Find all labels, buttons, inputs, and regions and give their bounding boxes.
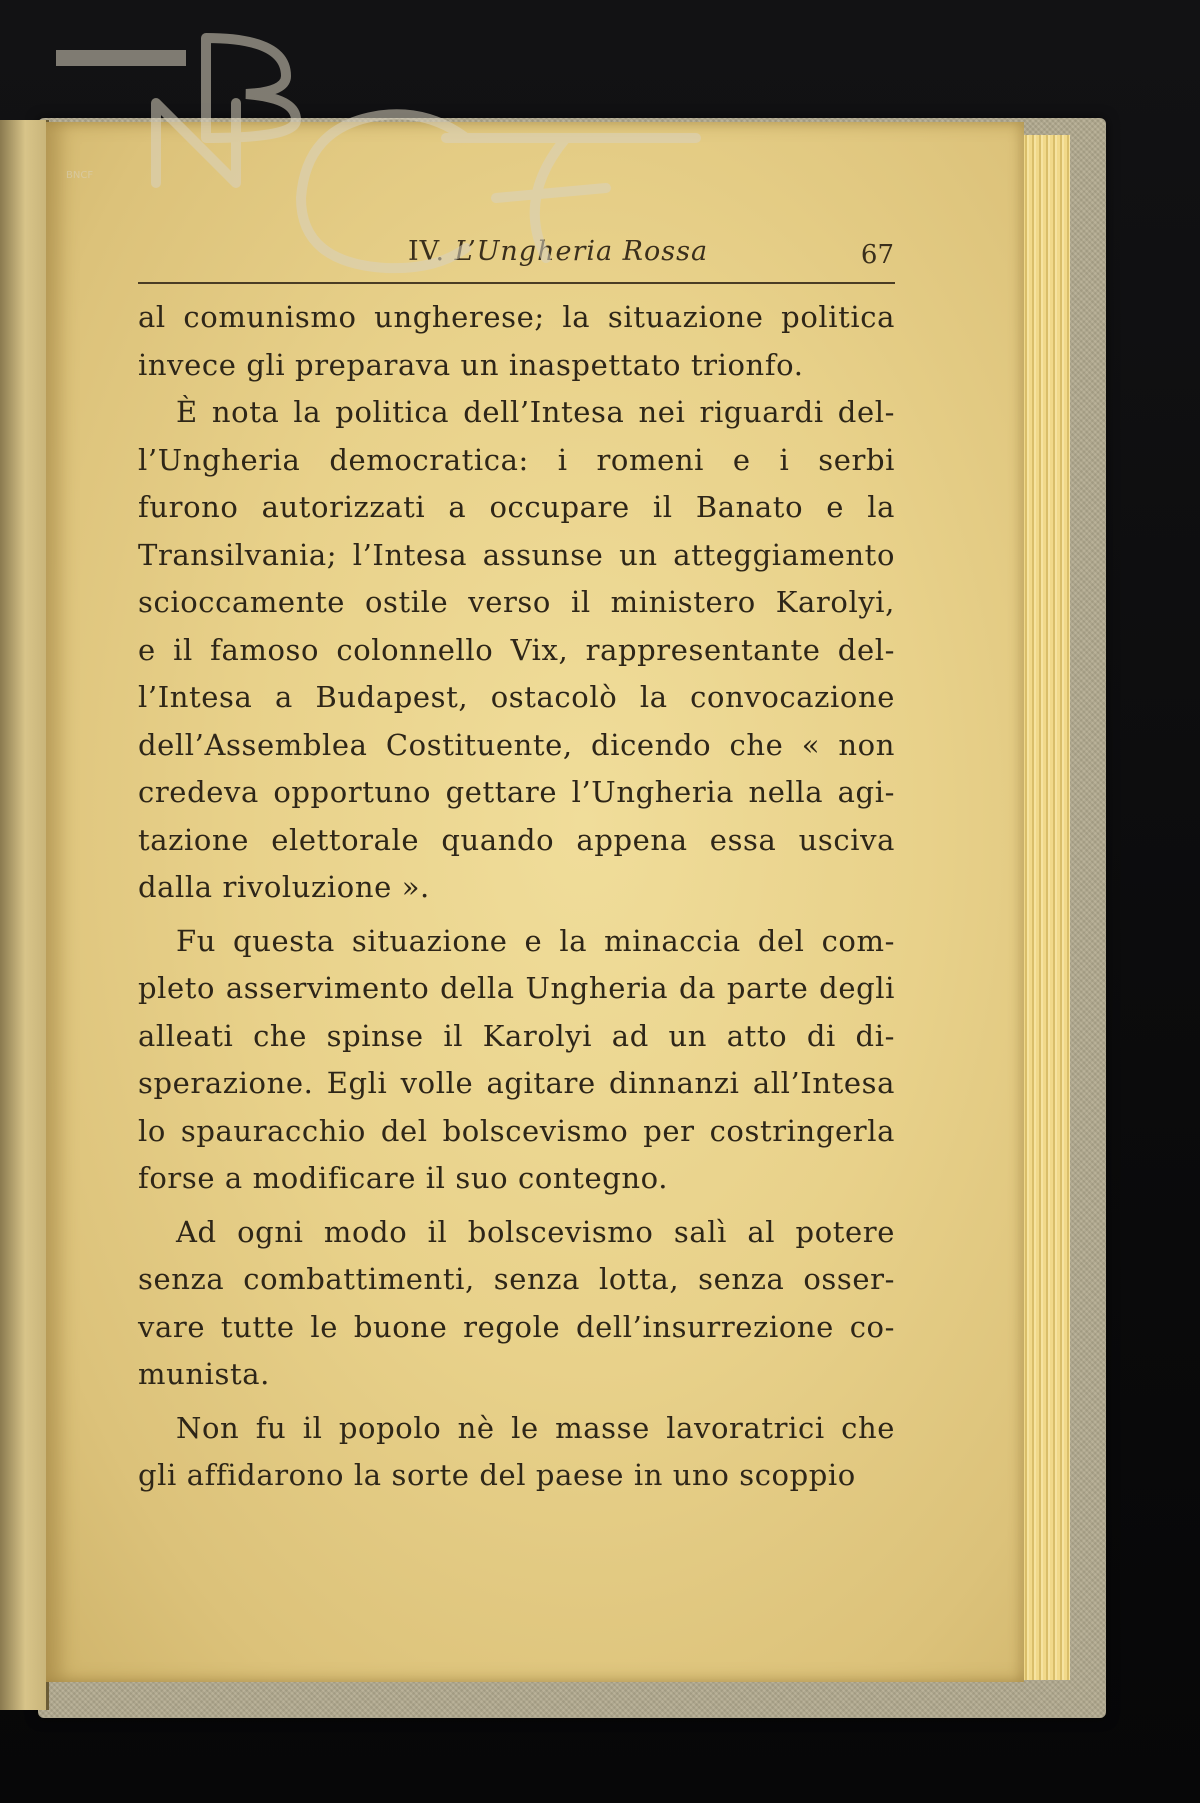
text-line: dalla rivoluzione ». xyxy=(138,870,430,904)
paragraph xyxy=(138,1405,895,1500)
page-number: 67 xyxy=(860,240,894,270)
text-line: l’Intesa a Budapest, ostacolò la convocazione xyxy=(138,680,895,714)
text-line: sperazione. Egli volle agitare dinnanzi all’Intesa xyxy=(138,1066,895,1100)
text-line: Transilvania; l’Intesa assunse un atteggiamento xyxy=(138,537,895,572)
text-line: lo spauracchio del bolscevismo per costringerla xyxy=(138,1113,895,1148)
paragraph xyxy=(138,1209,895,1399)
chapter-number: IV. xyxy=(408,236,446,267)
text-line: pleto asservimento della Ungheria da parte degli xyxy=(138,971,895,1005)
text-line: forse a modificare il suo contegno. xyxy=(138,1161,669,1195)
text-line: gli affidarono la sorte del paese in uno scoppio xyxy=(138,1458,856,1492)
paragraph xyxy=(138,918,895,1203)
text-line: munista. xyxy=(138,1357,270,1391)
text-line: invece gli preparava un inaspettato trionfo. xyxy=(138,347,804,382)
book-page xyxy=(46,122,1024,1682)
paragraph xyxy=(138,389,895,912)
header-title xyxy=(408,236,708,267)
watermark-letters: BNCF xyxy=(66,170,94,181)
previous-page-edge xyxy=(0,120,49,1710)
text-line: furono autorizzati a occupare il Banato e la xyxy=(138,490,895,524)
body-text xyxy=(138,294,895,1500)
page-stack-edge xyxy=(1020,135,1070,1680)
text-line: Non fu il popolo nè le masse lavoratrici che xyxy=(176,1410,895,1445)
chapter-title: L’Ungheria Rossa xyxy=(454,236,709,267)
text-line: tazione elettorale quando appena essa usciva xyxy=(138,822,895,857)
text-line: e il famoso colonnello Vix, rappresentante del- xyxy=(138,632,895,667)
header-rule xyxy=(138,282,895,284)
paragraph xyxy=(138,294,895,389)
text-line: senza combattimenti, senza lotta, senza osser- xyxy=(138,1262,895,1296)
text-line: dell’Assemblea Costituente, dicendo che « non xyxy=(138,727,895,762)
text-line: vare tutte le buone regole dell’insurrezione co- xyxy=(138,1309,895,1344)
text-line: Ad ogni modo il bolscevismo salì al potere xyxy=(176,1214,895,1249)
text-line: È nota la politica dell’Intesa nei riguardi del- xyxy=(176,395,895,429)
text-line: l’Ungheria democratica: i romeni e i serbi xyxy=(138,442,895,477)
text-line: scioccamente ostile verso il ministero Karolyi, xyxy=(138,585,895,619)
text-line: al comunismo ungherese; la situazione politica xyxy=(138,300,895,334)
text-line: credeva opportuno gettare l’Ungheria nella agi- xyxy=(138,775,895,809)
text-line: alleati che spinse il Karolyi ad un atto di di- xyxy=(138,1018,895,1053)
text-line: Fu questa situazione e la minaccia del com- xyxy=(176,923,895,958)
running-header xyxy=(138,222,938,278)
